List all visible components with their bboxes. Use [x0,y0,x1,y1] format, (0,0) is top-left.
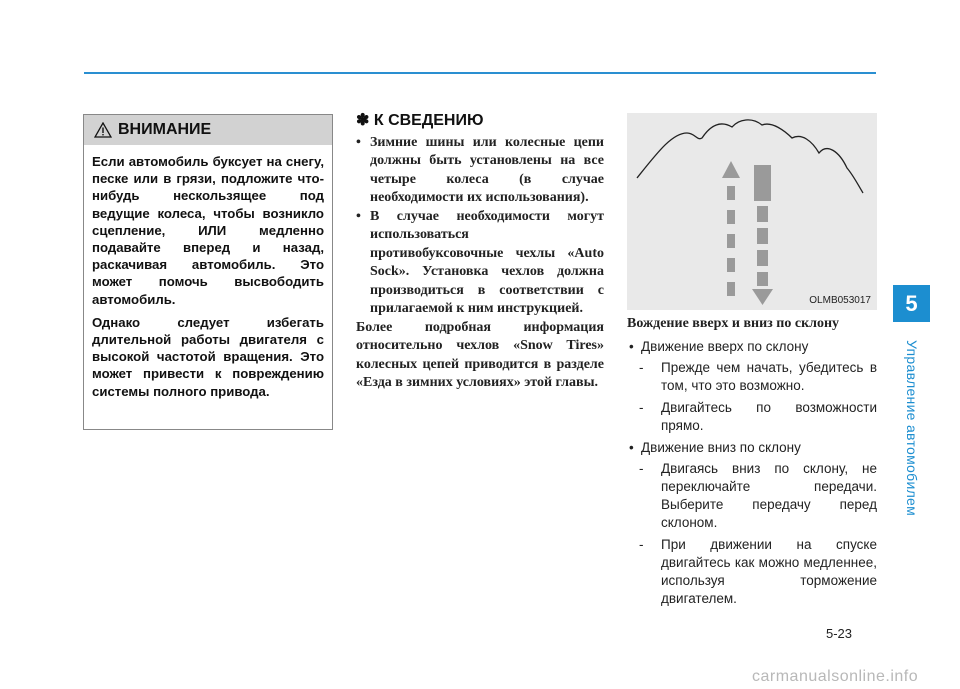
slope-subitem [637,536,877,608]
info-bullet [356,208,604,319]
dash-mark: - [639,400,644,415]
slope-subitem-text: При движении на спуске двигайтесь как можно медленнее, используя торможение двигателем. [661,537,877,606]
top-rule [84,72,876,74]
slope-subitem [637,399,877,435]
bullet-dot: • [629,339,634,354]
figure-code: OLMB053017 [809,295,871,306]
info-note [356,112,604,393]
slope-bullet [627,338,877,356]
warning-body [84,145,332,400]
bullet-dot: • [356,134,361,150]
page-number: 5-23 [826,626,853,641]
warning-header [84,115,332,145]
bullet-dot: • [356,208,361,224]
info-heading: ✽ К СВЕДЕНИЮ [356,112,484,129]
slope-subitem-text: Прежде чем начать, убедитесь в том, что это возможно. [661,360,877,393]
chapter-tab [893,322,930,534]
slope-subitem-text: Двигаясь вниз по склону, не переключайте передачи. Выберите передачу перед склоном. [661,461,877,530]
warning-triangle-icon [94,122,112,138]
bullet-dot: • [629,440,634,455]
info-paragraph: Более подробная информация относительно чехлов «Snow Tires» колесных цепей приводится в разделе «Езда в зимних условиях» этой главы. [356,319,604,390]
slope-subitem [637,359,877,395]
warning-paragraph: Если автомобиль буксует на снегу, песке или в грязи, подложите что-нибудь нескользящее под ведущие колеса, чтобы возникло сцепление, ИЛИ медленно подавайте вперед и назад, раскачивая автомобиль. Это может помочь высвободить автомобиль. [92,154,324,307]
slope-section [627,316,877,612]
info-bullet [356,134,604,208]
dash-mark: - [639,537,644,552]
slope-subitem [637,460,877,532]
info-bullet-text: В случае необходимости могут использоваться противобуксовочные чехлы «Auto Sock». Установка чехлов должна производиться в соответствии с прилагаемой к ним инструкцией. [370,208,604,316]
chapter-title: Управление автомобилем [903,339,920,517]
slope-bullet [627,439,877,457]
slope-bullet-text: Движение вниз по склону [641,440,801,455]
info-bullet-text: Зимние шины или колесные цепи должны быть установлены на все четыре колеса (в случае необходимости их использования). [370,134,604,205]
slope-bullet-text: Движение вверх по склону [641,339,809,354]
warning-title: ВНИМАНИЕ [118,121,212,138]
slope-heading: Вождение вверх и вниз по склону [627,316,840,331]
slope-illustration [627,113,877,310]
chapter-number: 5 [893,285,930,322]
dash-mark: - [639,360,644,375]
warning-box [83,114,333,430]
hill-drawing [627,113,877,310]
warning-paragraph: Однако следует избегать длительной работы двигателя с высокой частотой вращения. Это может привести к повреждению системы полного привода. [92,314,324,399]
dash-mark: - [639,461,644,476]
watermark: carmanualsonline.info [752,668,919,685]
slope-subitem-text: Двигайтесь по возможности прямо. [661,400,877,433]
